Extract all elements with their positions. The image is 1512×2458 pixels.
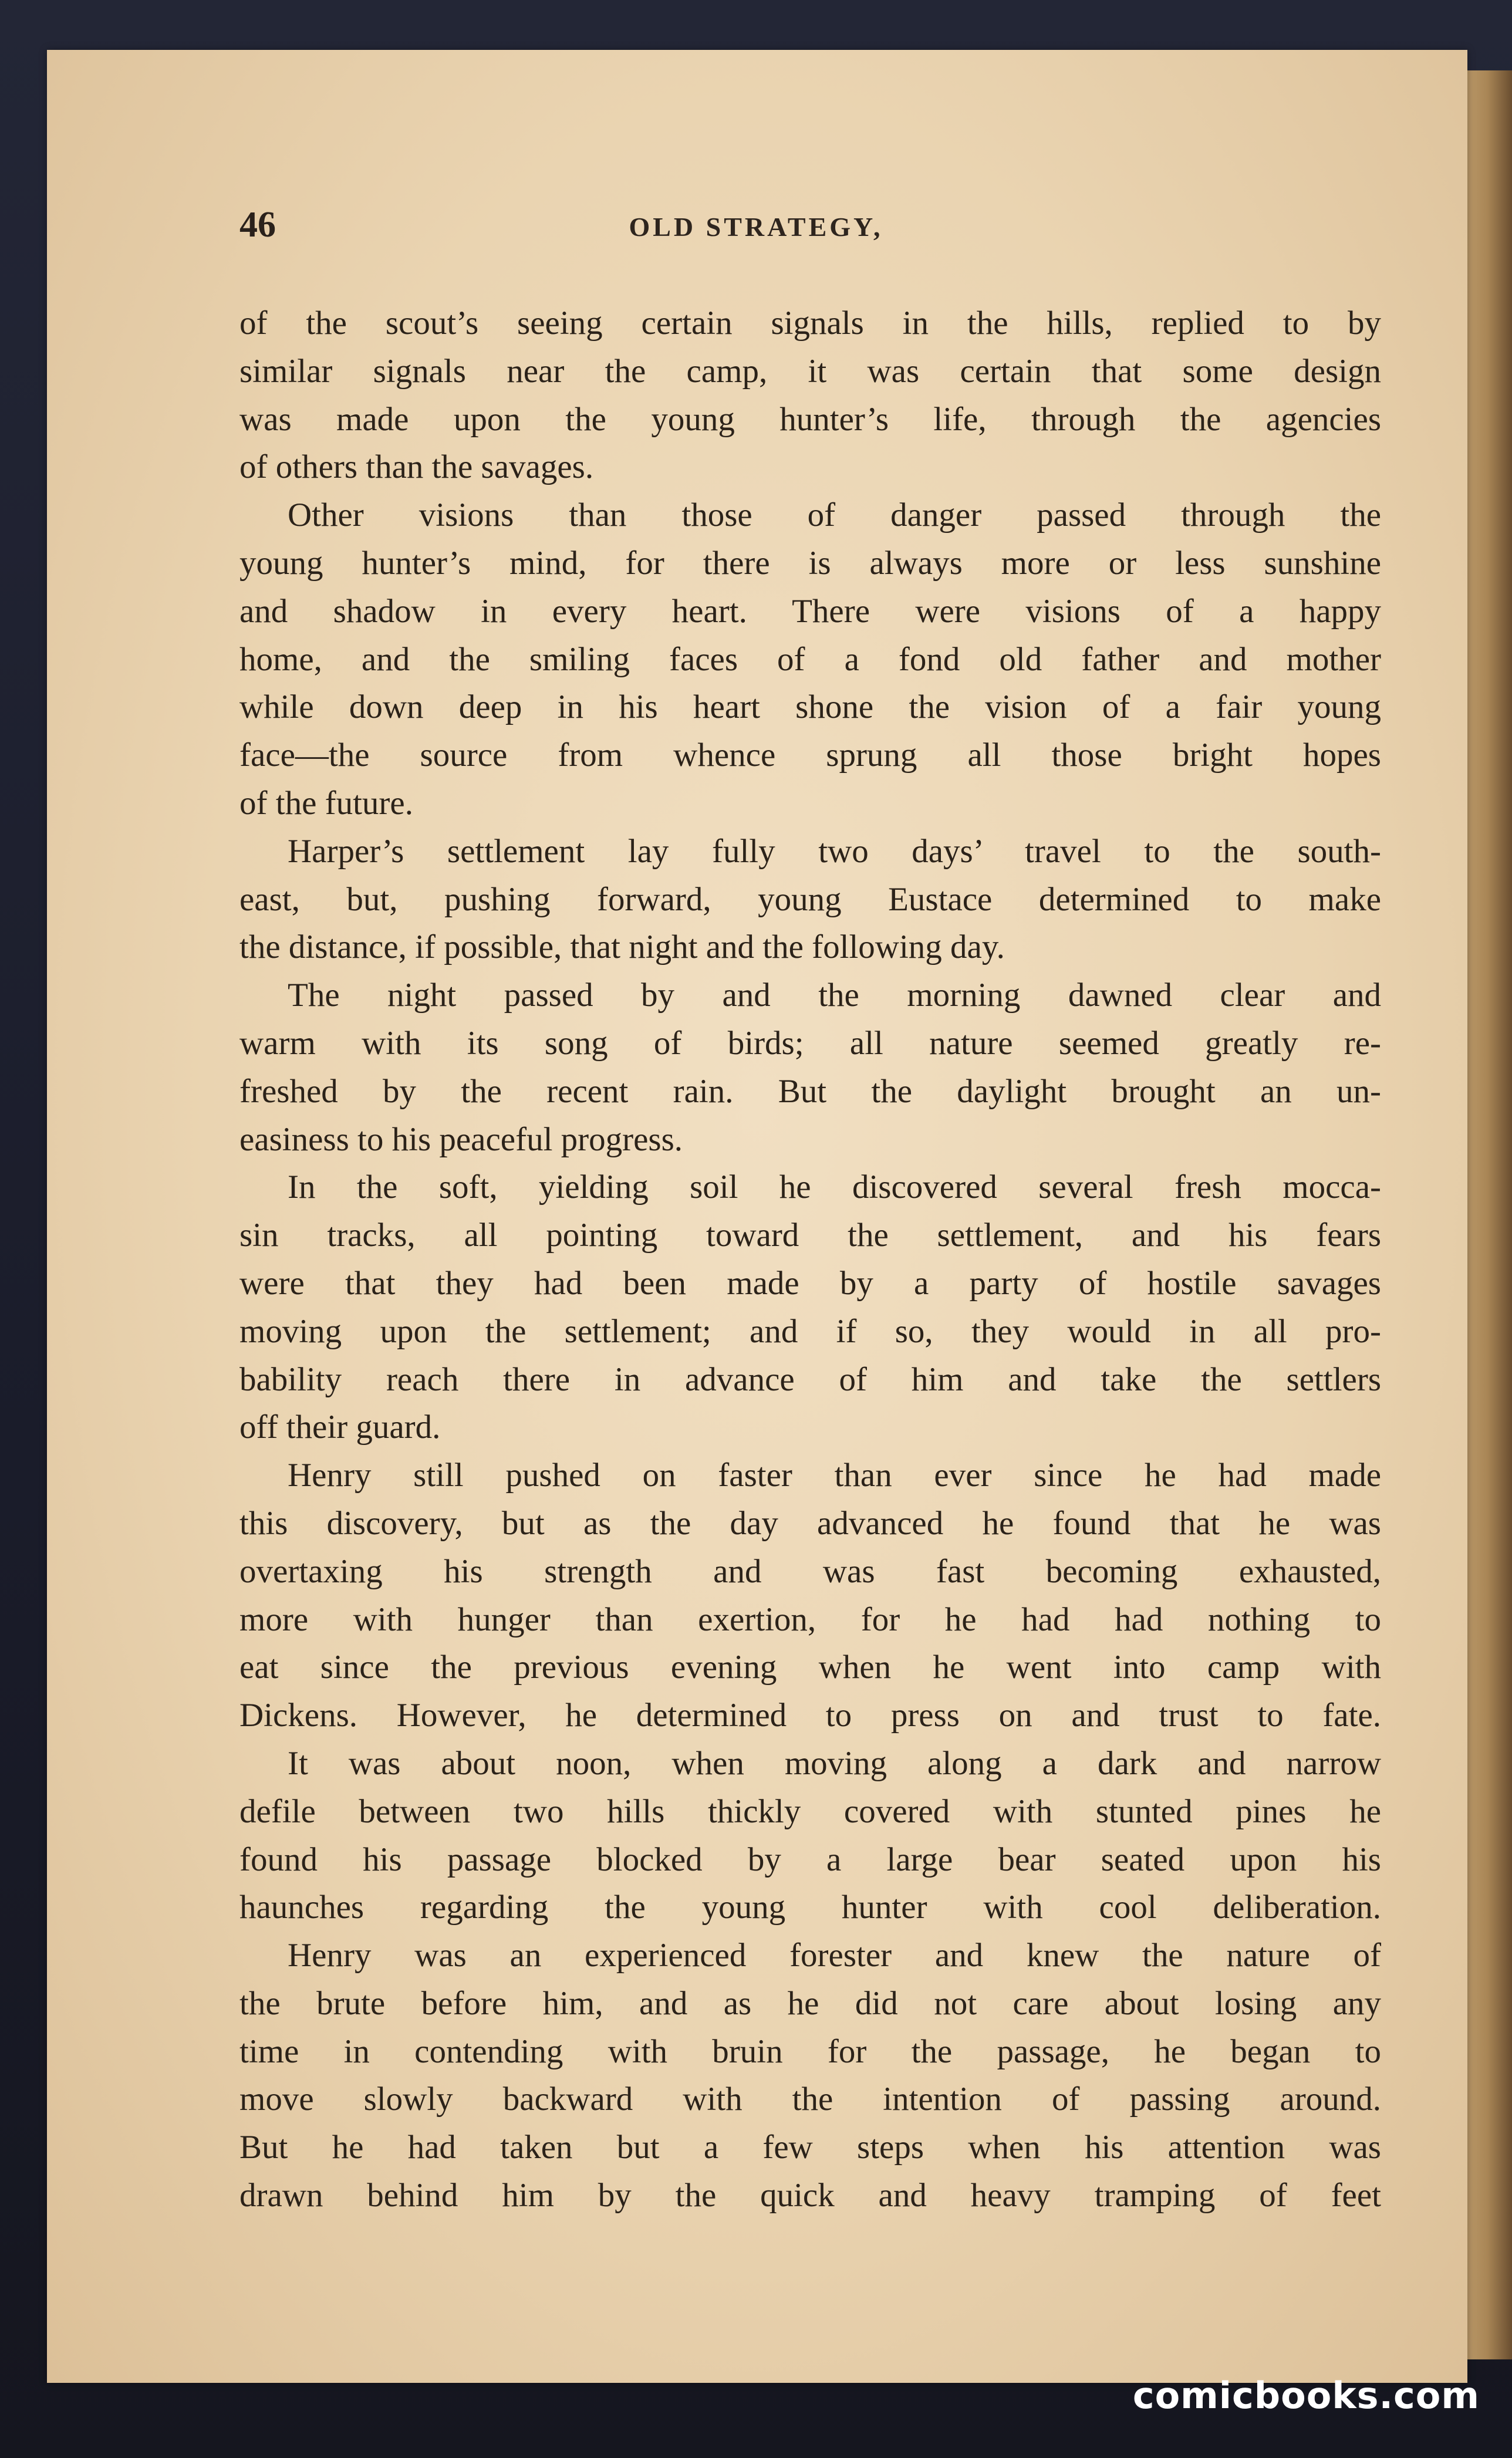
- text-line: It was about noon, when moving along a dark and narrow: [288, 1744, 1381, 1782]
- text-line: of the future.: [239, 784, 413, 822]
- watermark: comicbooks.com: [1132, 2374, 1480, 2417]
- text-line: found his passage blocked by a large bear seated upon his: [239, 1841, 1381, 1878]
- text-line: time in contending with bruin for the passage, he began to: [239, 2032, 1381, 2070]
- text-line: the distance, if possible, that night and the following day.: [239, 928, 1005, 966]
- text-line: Henry was an experienced forester and knew the nature of: [288, 1937, 1381, 1974]
- page-number: 46: [239, 205, 276, 245]
- text-line: similar signals near the camp, it was certain that some design: [239, 352, 1381, 390]
- text-line: of others than the savages.: [239, 448, 594, 486]
- text-line: move slowly backward with the intention of passing around.: [239, 2081, 1381, 2118]
- text-line: moving upon the settlement; and if so, they would in all pro-: [239, 1312, 1381, 1350]
- text-line: In the soft, yielding soil he discovered several fresh mocca-: [288, 1169, 1381, 1206]
- text-line: this discovery, but as the day advanced he found that he was: [239, 1504, 1381, 1542]
- text-line: freshed by the recent rain. But the daylight brought an un-: [239, 1072, 1381, 1110]
- text-line: The night passed by and the morning dawned clear and: [288, 977, 1381, 1014]
- text-line: home, and the smiling faces of a fond old father and mother: [239, 640, 1381, 678]
- text-line: east, but, pushing forward, young Eustace determined to make: [239, 880, 1381, 918]
- text-line: while down deep in his heart shone the vision of a fair young: [239, 688, 1381, 726]
- text-line: sin tracks, all pointing toward the settlement, and his fears: [239, 1217, 1381, 1254]
- text-line: face—the source from whence sprung all those bright hopes: [239, 737, 1381, 774]
- text-line: more with hunger than exertion, for he had had nothing to: [239, 1601, 1381, 1638]
- text-line: easiness to his peaceful progress.: [239, 1120, 683, 1158]
- text-line: the brute before him, and as he did not care about losing any: [239, 1984, 1381, 2022]
- text-line: overtaxing his strength and was fast becoming exhausted,: [239, 1552, 1381, 1590]
- text-line: eat since the previous evening when he went into camp with: [239, 1649, 1381, 1686]
- text-line: drawn behind him by the quick and heavy tramping of feet: [239, 2177, 1381, 2214]
- text-line: and shadow in every heart. There were visions of a happy: [239, 592, 1381, 630]
- text-line: Other visions than those of danger passed through the: [288, 497, 1381, 534]
- text-line: warm with its song of birds; all nature seemed greatly re-: [239, 1024, 1381, 1062]
- text-line: haunches regarding the young hunter with cool deliberation.: [239, 1889, 1381, 1926]
- text-line: Harper’s settlement lay fully two days’ travel to the south-: [288, 832, 1381, 870]
- text-line: But he had taken but a few steps when his attention was: [239, 2129, 1381, 2166]
- text-line: off their guard.: [239, 1409, 441, 1446]
- body-text: [239, 299, 1381, 2220]
- text-line: were that they had been made by a party of hostile savages: [239, 1264, 1381, 1302]
- text-line: Dickens. However, he determined to press on and trust to fate.: [239, 1697, 1381, 1734]
- text-line: Henry still pushed on faster than ever since he had made: [288, 1457, 1381, 1494]
- text-line: defile between two hills thickly covered with stunted pines he: [239, 1792, 1381, 1830]
- text-line: was made upon the young hunter’s life, through the agencies: [239, 400, 1381, 438]
- text-line: young hunter’s mind, for there is always more or less sunshine: [239, 544, 1381, 582]
- running-head: OLD STRATEGY,: [629, 212, 883, 242]
- text-line: of the scout’s seeing certain signals in the hills, replied to by: [239, 305, 1381, 342]
- text-line: bability reach there in advance of him and take the settlers: [239, 1360, 1381, 1398]
